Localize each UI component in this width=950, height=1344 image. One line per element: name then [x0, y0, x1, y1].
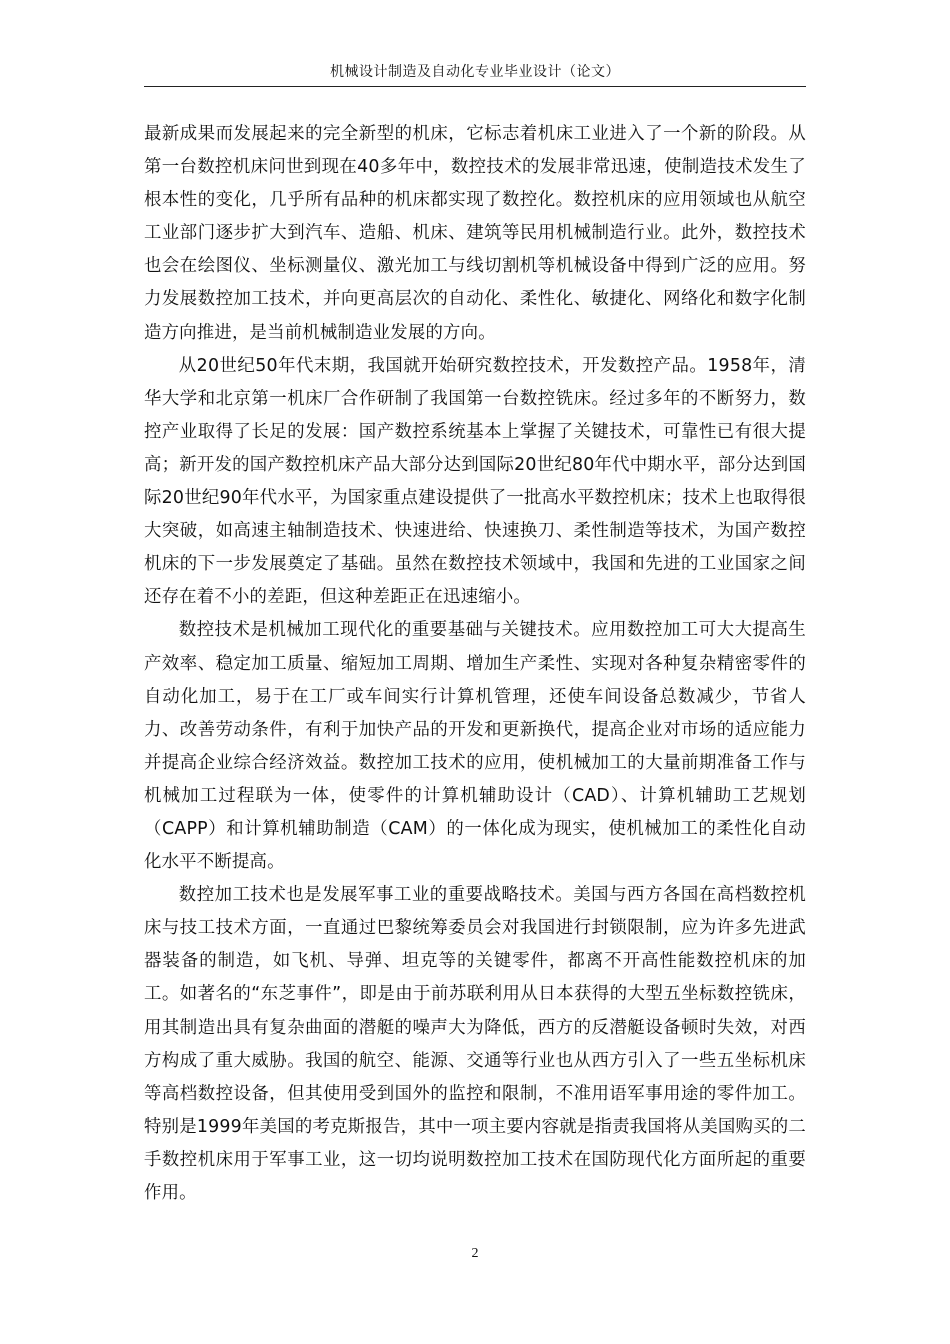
- paragraph-4: 数控加工技术也是发展军事工业的重要战略技术。美国与西方各国在高档数控机床与技工技术方面，一直通过巴黎统筹委员会对我国进行封锁限制，应为许多先进武器装备的制造，如飞机、导弹、坦克等的关键零件，都离不开高性能数控机床的加工。如著名的“东芝事件”，即是由于前苏联利用从日本获得的大型五坐标数控铣床，用其制造出具有复杂曲面的潜艇的噪声大为降低，西方的反潜艇设备顿时失效，对西方构成了重大威胁。我国的航空、能源、交通等行业也从西方引入了一些五坐标机床等高档数控设备，但其使用受到国外的监控和限制，不准用语军事用途的零件加工。特别是1999年美国的考克斯报告，其中一项主要内容就是指责我国将从美国购买的二手数控机床用于军事工业，这一切均说明数控加工技术在国防现代化方面所起的重要作用。: [144, 885, 806, 1203]
- page-number: 2: [471, 1246, 479, 1261]
- running-header: 机械设计制造及自动化专业毕业设计（论文）: [330, 64, 620, 80]
- paragraph-3: 数控技术是机械加工现代化的重要基础与关键技术。应用数控加工可大大提高生产效率、稳定加工质量、缩短加工周期、增加生产柔性、实现对各种复杂精密零件的自动化加工，易于在工厂或车间实行计算机管理，还使车间设备总数减少，节省人力、改善劳动条件，有利于加快产品的开发和更新换代，提高企业对市场的适应能力并提高企业综合经济效益。数控加工技术的应用，使机械加工的大量前期准备工作与机械加工过程联为一体，使零件的计算机辅助设计（CAD）、计算机辅助工艺规划（CAPP）和计算机辅助制造（CAM）的一体化成为现实，使机械加工的柔性化自动化水平不断提高。: [144, 620, 806, 873]
- paragraph-2: 从20世纪50年代末期，我国就开始研究数控技术，开发数控产品。1958年，清华大学和北京第一机床厂合作研制了我国第一台数控铣床。经过多年的不断努力，数控产业取得了长足的发展：国产数控系统基本上掌握了关键技术，可靠性已有很大提高；新开发的国产数控机床产品大部分达到国际20世纪80年代中期水平，部分达到国际20世纪90年代水平，为国家重点建设提供了一批高水平数控机床；技术上也取得很大突破，如高速主轴制造技术、快速进给、快速换刀、柔性制造等技术，为国产数控机床的下一步发展奠定了基础。虽然在数控技术领域中，我国和先进的工业国家之间还存在着不小的差距，但这种差距正在迅速缩小。: [144, 355, 806, 608]
- body-text: [144, 118, 806, 1210]
- header-divider: [144, 86, 806, 87]
- paragraph-1: 最新成果而发展起来的完全新型的机床，它标志着机床工业进入了一个新的阶段。从第一台数控机床问世到现在40多年中，数控技术的发展非常迅速，使制造技术发生了根本性的变化，几乎所有品种的机床都实现了数控化。数控机床的应用领域也从航空工业部门逐步扩大到汽车、造船、机床、建筑等民用机械制造行业。此外，数控技术也会在绘图仪、坐标测量仪、激光加工与线切割机等机械设备中得到广泛的应用。努力发展数控加工技术，并向更高层次的自动化、柔性化、敏捷化、网络化和数字化制造方向推进，是当前机械制造业发展的方向。: [144, 124, 806, 343]
